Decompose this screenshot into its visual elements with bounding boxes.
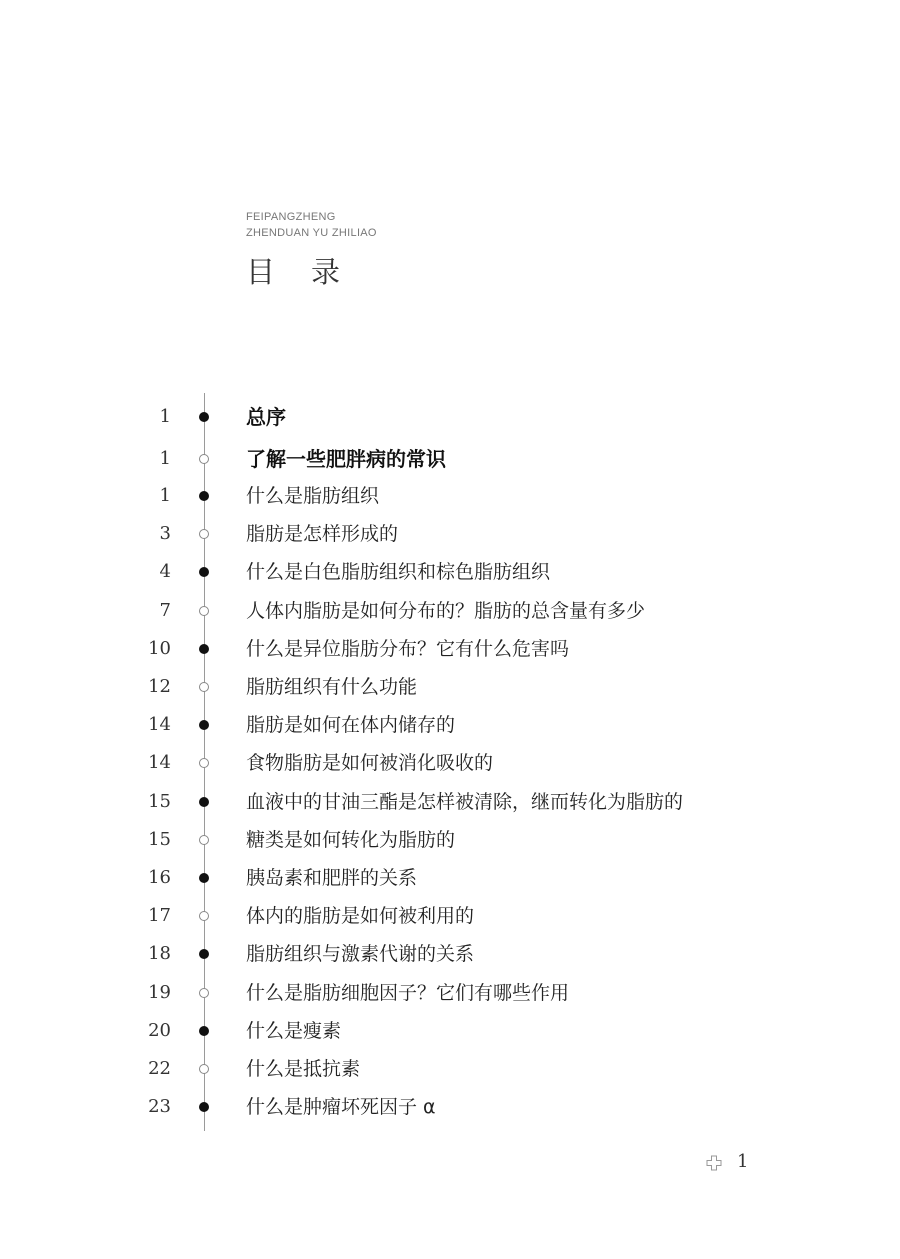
toc-entry-title[interactable]: 血液中的甘油三酯是怎样被清除，继而转化为脂肪的	[246, 791, 684, 813]
toc-page-number: 3	[159, 523, 171, 544]
toc-bullet-icon	[199, 911, 209, 921]
toc-entry-title[interactable]: 脂肪组织有什么功能	[246, 676, 418, 698]
toc-entry-title[interactable]: 体内的脂肪是如何被利用的	[246, 905, 475, 927]
toc-page-number: 14	[148, 752, 171, 773]
toc-entry-title[interactable]: 胰岛素和肥胖的关系	[246, 867, 418, 889]
toc-bullet-icon	[199, 682, 209, 692]
toc-row[interactable]	[0, 596, 900, 626]
toc-row[interactable]	[0, 1054, 900, 1084]
toc-row[interactable]	[0, 672, 900, 702]
toc-bullet-icon	[199, 491, 209, 501]
toc-page-number: 20	[148, 1020, 171, 1041]
toc-bullet-icon	[199, 988, 209, 998]
toc-row[interactable]	[0, 939, 900, 969]
toc-entry-title[interactable]: 食物脂肪是如何被消化吸收的	[246, 752, 494, 774]
toc-row[interactable]	[0, 825, 900, 855]
toc-row[interactable]	[0, 863, 900, 893]
toc-row[interactable]	[0, 557, 900, 587]
toc-bullet-icon	[199, 720, 209, 730]
toc-page-number: 22	[148, 1058, 171, 1079]
toc-entry-title[interactable]: 什么是脂肪组织	[246, 485, 380, 507]
toc-entry-title[interactable]: 什么是瘦素	[246, 1020, 342, 1042]
toc-entry-title[interactable]: 什么是肿瘤坏死因子 α	[246, 1096, 436, 1118]
toc-row[interactable]	[0, 1092, 900, 1122]
toc-bullet-icon	[199, 1026, 209, 1036]
toc-entry-title[interactable]: 脂肪组织与激素代谢的关系	[246, 943, 475, 965]
toc-page-number: 17	[148, 905, 171, 926]
toc-bullet-icon	[199, 454, 209, 464]
toc-page-number: 16	[148, 867, 171, 888]
toc-bullet-icon	[199, 644, 209, 654]
toc-page-number: 7	[159, 600, 171, 621]
toc-page-number: 1	[159, 448, 171, 469]
toc-entry-title[interactable]: 了解一些肥胖病的常识	[246, 447, 446, 471]
toc-page-number: 19	[148, 982, 171, 1003]
page-number: 1	[737, 1151, 749, 1172]
toc-entry-title[interactable]: 脂肪是怎样形成的	[246, 523, 399, 545]
page-title: 目录	[246, 255, 377, 289]
toc-row[interactable]	[0, 787, 900, 817]
toc-bullet-icon	[199, 567, 209, 577]
plus-cross-icon	[706, 1155, 722, 1171]
toc-bullet-icon	[199, 1102, 209, 1112]
toc-page-number: 10	[148, 638, 171, 659]
toc-entry-title[interactable]: 什么是脂肪细胞因子？它们有哪些作用	[246, 982, 570, 1004]
toc-bullet-icon	[199, 873, 209, 883]
toc-bullet-icon	[199, 412, 209, 422]
toc-row[interactable]	[0, 1016, 900, 1046]
toc-row[interactable]	[0, 634, 900, 664]
header-subtitle-line1: FEIPANGZHENG	[246, 211, 336, 223]
toc-entry-title[interactable]: 脂肪是如何在体内储存的	[246, 714, 456, 736]
toc-page-number: 4	[159, 561, 171, 582]
toc-bullet-icon	[199, 797, 209, 807]
toc-page-number: 1	[159, 406, 171, 427]
toc-page-number: 1	[159, 485, 171, 506]
toc-page-number: 18	[148, 943, 171, 964]
header-subtitle-line2: ZHENDUAN YU ZHILIAO	[246, 227, 377, 239]
toc-page-number: 15	[148, 829, 171, 850]
toc-bullet-icon	[199, 758, 209, 768]
toc-page-number: 14	[148, 714, 171, 735]
toc-entry-title[interactable]: 什么是抵抗素	[246, 1058, 361, 1080]
toc-entry-title[interactable]: 总序	[246, 405, 286, 429]
toc-row[interactable]	[0, 402, 900, 432]
toc-row[interactable]	[0, 444, 900, 474]
toc-row[interactable]	[0, 748, 900, 778]
toc-entry-title[interactable]: 什么是异位脂肪分布？它有什么危害吗	[246, 638, 570, 660]
toc-entry-title[interactable]: 什么是白色脂肪组织和棕色脂肪组织	[246, 561, 551, 583]
toc-row[interactable]	[0, 481, 900, 511]
toc-row[interactable]	[0, 901, 900, 931]
toc-entry-title[interactable]: 糖类是如何转化为脂肪的	[246, 829, 456, 851]
toc-bullet-icon	[199, 529, 209, 539]
toc-bullet-icon	[199, 835, 209, 845]
toc-bullet-icon	[199, 606, 209, 616]
toc-row[interactable]	[0, 519, 900, 549]
toc-bullet-icon	[199, 949, 209, 959]
toc-entry-title[interactable]: 人体内脂肪是如何分布的？脂肪的总含量有多少	[246, 600, 646, 622]
toc-page-number: 15	[148, 791, 171, 812]
toc-page-number: 12	[148, 676, 171, 697]
toc-bullet-icon	[199, 1064, 209, 1074]
toc-page-number: 23	[148, 1096, 171, 1117]
toc-row[interactable]	[0, 710, 900, 740]
toc-row[interactable]	[0, 978, 900, 1008]
